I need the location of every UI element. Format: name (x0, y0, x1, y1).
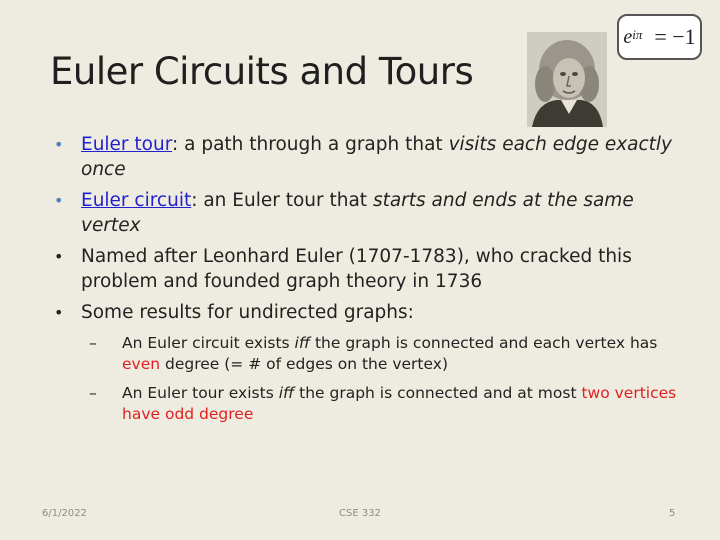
iff-text: iff (294, 334, 311, 352)
iff-text: iff (278, 384, 295, 402)
sub-bullet-euler-circuit (89, 333, 692, 375)
footer-date: 6/1/2022 (42, 508, 87, 519)
euler-circuit-link[interactable]: Euler circuit (81, 190, 192, 211)
dash-glyph: – (89, 384, 97, 402)
dash-glyph: – (89, 334, 97, 352)
bullet-euler-circuit (52, 188, 692, 238)
footer-page-number: 5 (669, 508, 676, 519)
bullet-glyph: • (54, 135, 64, 154)
formula-exponent: iπ (632, 27, 643, 42)
formula-rest: = −1 (654, 24, 696, 49)
bullet-text: Some results for undirected graphs: (81, 302, 414, 323)
bullet-text: Named after Leonhard Euler (1707-1783), who cracked this problem and founded graph theory in 1736 (81, 246, 632, 292)
bullet-glyph: • (54, 247, 64, 266)
footer-course: CSE 332 (339, 508, 381, 519)
euler-identity-formula (617, 14, 702, 60)
sub-text: An Euler tour exists (122, 384, 279, 402)
highlight-text: two vertices have odd degree (122, 384, 677, 423)
bullet-emphasis: starts and ends at the same vertex (81, 190, 634, 236)
euler-portrait-image (527, 32, 607, 127)
sub-bullet-euler-tour (89, 383, 692, 425)
bullet-glyph: • (54, 303, 64, 322)
euler-tour-link[interactable]: Euler tour (81, 134, 173, 155)
bullet-glyph: • (54, 191, 64, 210)
sub-text: An Euler circuit exists (122, 334, 295, 352)
bullet-euler-tour (52, 132, 692, 182)
sub-text: the graph is connected and each vertex has (310, 334, 658, 352)
bullet-named-after (52, 244, 692, 294)
sub-text: degree (= # of edges on the vertex) (160, 355, 448, 373)
slide-title: Euler Circuits and Tours (50, 50, 474, 93)
sub-text: the graph is connected and at most (294, 384, 582, 402)
bullet-text: : a path through a graph that (172, 134, 449, 155)
bullet-list (52, 132, 692, 433)
bullet-text: : an Euler tour that (191, 190, 373, 211)
highlight-text: even (122, 355, 161, 373)
bullet-some-results (52, 300, 692, 425)
bullet-emphasis: visits each edge exactly once (81, 134, 673, 180)
sub-bullet-list (81, 333, 692, 425)
formula-base: e (623, 25, 633, 48)
